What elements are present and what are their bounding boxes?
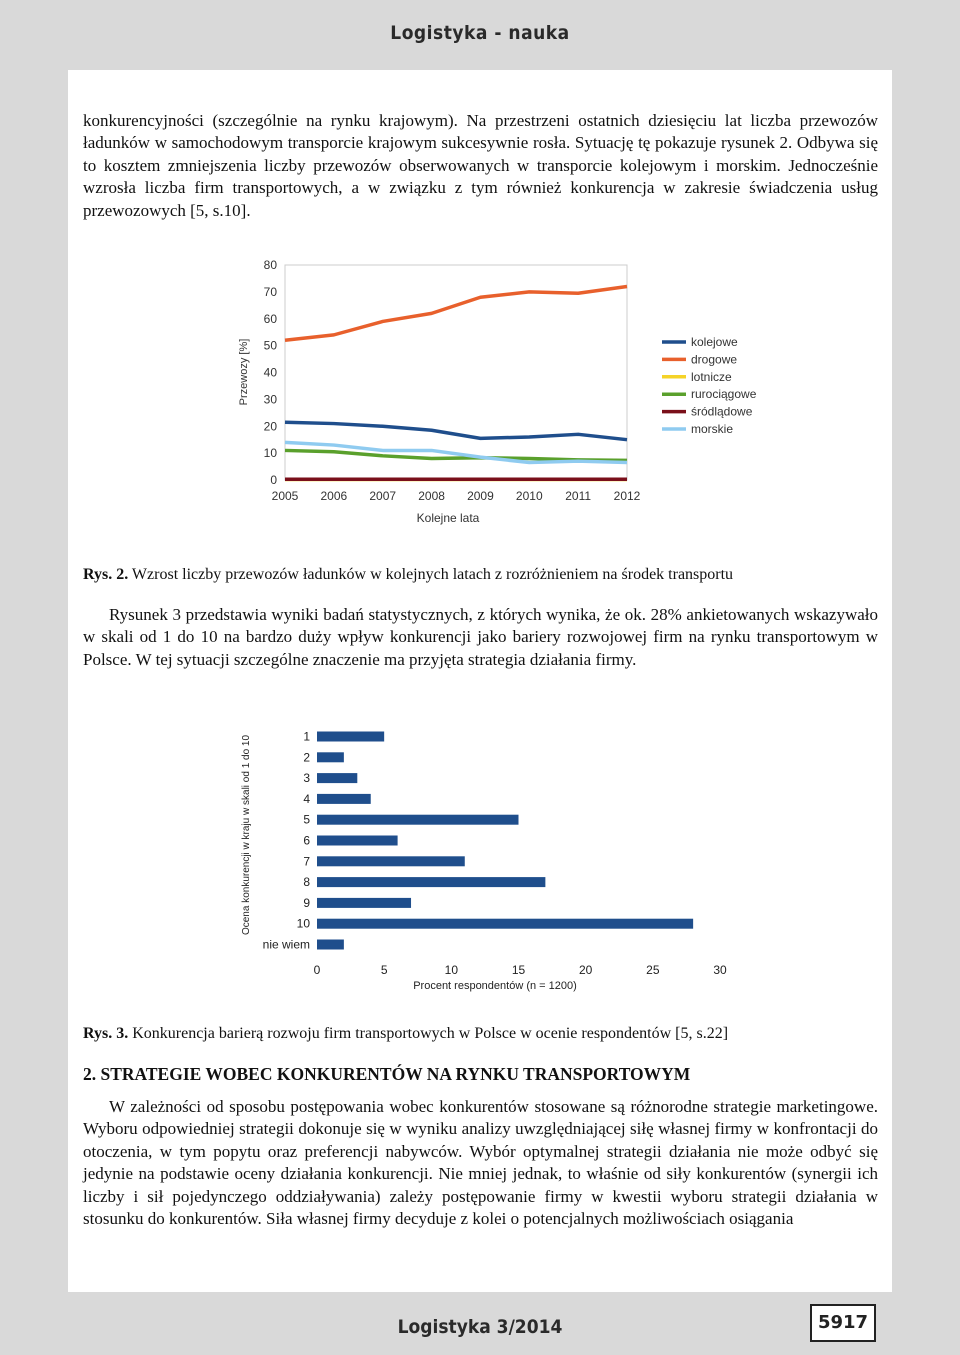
- x-tick-label: 30: [713, 963, 727, 977]
- figure-2-text: Wzrost liczby przewozów ładunków w kolejnych latach z rozróżnieniem na środek transportu: [128, 566, 734, 583]
- legend-label: śródlądowe: [691, 404, 753, 419]
- x-axis-label: Kolejne lata: [416, 511, 480, 525]
- legend-label: lotnicze: [691, 369, 732, 384]
- x-tick-label: 2011: [565, 489, 592, 503]
- legend-label: kolejowe: [691, 335, 738, 349]
- x-tick-label: 2010: [515, 489, 543, 503]
- bar: [317, 856, 465, 866]
- x-tick-label: 2009: [467, 489, 494, 503]
- legend-label: morskie: [691, 422, 734, 436]
- category-label: 9: [303, 895, 310, 910]
- y-tick-label: 80: [263, 258, 277, 272]
- category-label: 10: [296, 916, 310, 931]
- bar: [317, 752, 344, 762]
- journal-header: Logistyka - nauka: [390, 22, 570, 44]
- category-label: 1: [303, 729, 310, 744]
- x-tick-label: 10: [444, 963, 459, 977]
- y-tick-label: 10: [263, 446, 277, 461]
- bar: [317, 940, 344, 950]
- y-axis-label: Przewozy [%]: [238, 338, 250, 406]
- category-label: 8: [303, 875, 310, 890]
- bar-chart: [230, 725, 730, 1000]
- figure-3-label: Rys. 3.: [83, 1025, 129, 1042]
- x-tick-label: 2006: [320, 489, 348, 503]
- bar: [317, 898, 411, 908]
- bar: [317, 794, 371, 804]
- y-tick-label: 50: [263, 338, 277, 353]
- y-tick-label: 60: [263, 311, 277, 326]
- x-tick-label: 20: [578, 963, 593, 977]
- bar: [317, 919, 693, 929]
- figure-2-label: Rys. 2.: [83, 566, 129, 583]
- y-tick-label: 20: [263, 419, 277, 434]
- category-label: 4: [303, 791, 310, 806]
- x-tick-label: 5: [380, 963, 388, 977]
- figure-2-caption: [83, 565, 883, 585]
- y-tick-label: 0: [270, 473, 277, 487]
- paragraph-intro: konkurencyjności (szczególnie na rynku krajowym). Na przestrzeni ostatnich dziesięciu lat liczba przewozów ładunków w samochodowym transporcie krajowym sukcesywnie rosła. Sytuację tę pokazuje rysunek 2. Odbywa się to kosztem zmniejszenia liczby przewozów obserwowanych w transporcie kolejowym i morskim. Jednocześnie wzrosła liczba firm transportowych, a w związku z tym również konkurencja w zakresie świadczenia usług przewozowych [5, s.10].: [83, 111, 878, 220]
- x-tick-label: 25: [646, 963, 660, 977]
- category-label: 2: [303, 750, 310, 765]
- section-heading: 2. STRATEGIE WOBEC KONKURENTÓW NA RYNKU TRANSPORTOWYM: [83, 1064, 691, 1084]
- bar: [317, 732, 384, 742]
- x-tick-label: 0: [313, 963, 321, 977]
- y-tick-label: 30: [263, 392, 277, 407]
- bar: [317, 815, 519, 825]
- category-label: 3: [303, 771, 310, 786]
- x-tick-label: 2007: [369, 489, 397, 503]
- paragraph-strategies: W zależności od sposobu postępowania wobec konkurentów stosowane są różnorodne strategie marketingowe. Wyboru odpowiedniej strategii dokonuje się w wyniku analizy uwzględniającej siłę własnej firmy w konfrontacji do otoczenia, w tym popytu oraz preferencji nabywców. Wybór optymalnej strategii działania nie może odbyć się jedynie na podstawie oceny działania konkurencji. Nie mniej jednak, to właśnie od siły konkurentów (synergii ich liczby i sił pojedynczego oddziaływania) zależy postępowanie firmy w kwestii wyboru strategii działania w stosunku do konkurentów. Siła własnej firmy decyduje z kolei o potencjalnych możliwościach osiągania: [83, 1097, 878, 1229]
- legend-label: rurociągowe: [691, 387, 757, 402]
- paragraph-figure-3-intro: Rysunek 3 przedstawia wyniki badań statystycznych, z których wynika, że ok. 28% ankietowanych wskazywało w skali od 1 do 10 na bardzo duży wpływ konkurencji jako bariery rozwojowej firm na rynku transportowym w Polsce. W tej sytuacji szczególne znaczenie ma przyjęta strategia działania firmy.: [83, 605, 878, 669]
- category-label: 5: [303, 812, 310, 827]
- x-tick-label: 2012: [613, 489, 641, 503]
- figure-3-text: Konkurencja barierą rozwoju firm transportowych w Polsce w ocenie respondentów [5, s.22]: [128, 1025, 729, 1042]
- x-tick-label: 15: [511, 963, 526, 977]
- x-tick-label: 2005: [271, 489, 299, 503]
- figure-3-caption: [83, 1024, 883, 1044]
- y-axis-label: Ocena konkurencji w kraju w skali od 1 do 10: [241, 734, 252, 936]
- footer-issue: Logistyka 3/2014: [397, 1316, 563, 1338]
- bar: [317, 773, 357, 783]
- bar: [317, 836, 398, 846]
- category-label: 7: [303, 854, 310, 869]
- legend-label: drogowe: [691, 352, 738, 367]
- plot-area: [285, 265, 627, 480]
- line-chart: [230, 250, 770, 535]
- y-tick-label: 70: [263, 284, 277, 299]
- category-label: 6: [303, 833, 310, 848]
- bar: [317, 877, 545, 887]
- category-label: nie wiem: [262, 937, 310, 952]
- x-axis-label: Procent respondentów (n = 1200): [413, 980, 577, 992]
- page-number: 5917: [810, 1304, 876, 1342]
- y-tick-label: 40: [263, 365, 277, 380]
- x-tick-label: 2008: [418, 489, 445, 503]
